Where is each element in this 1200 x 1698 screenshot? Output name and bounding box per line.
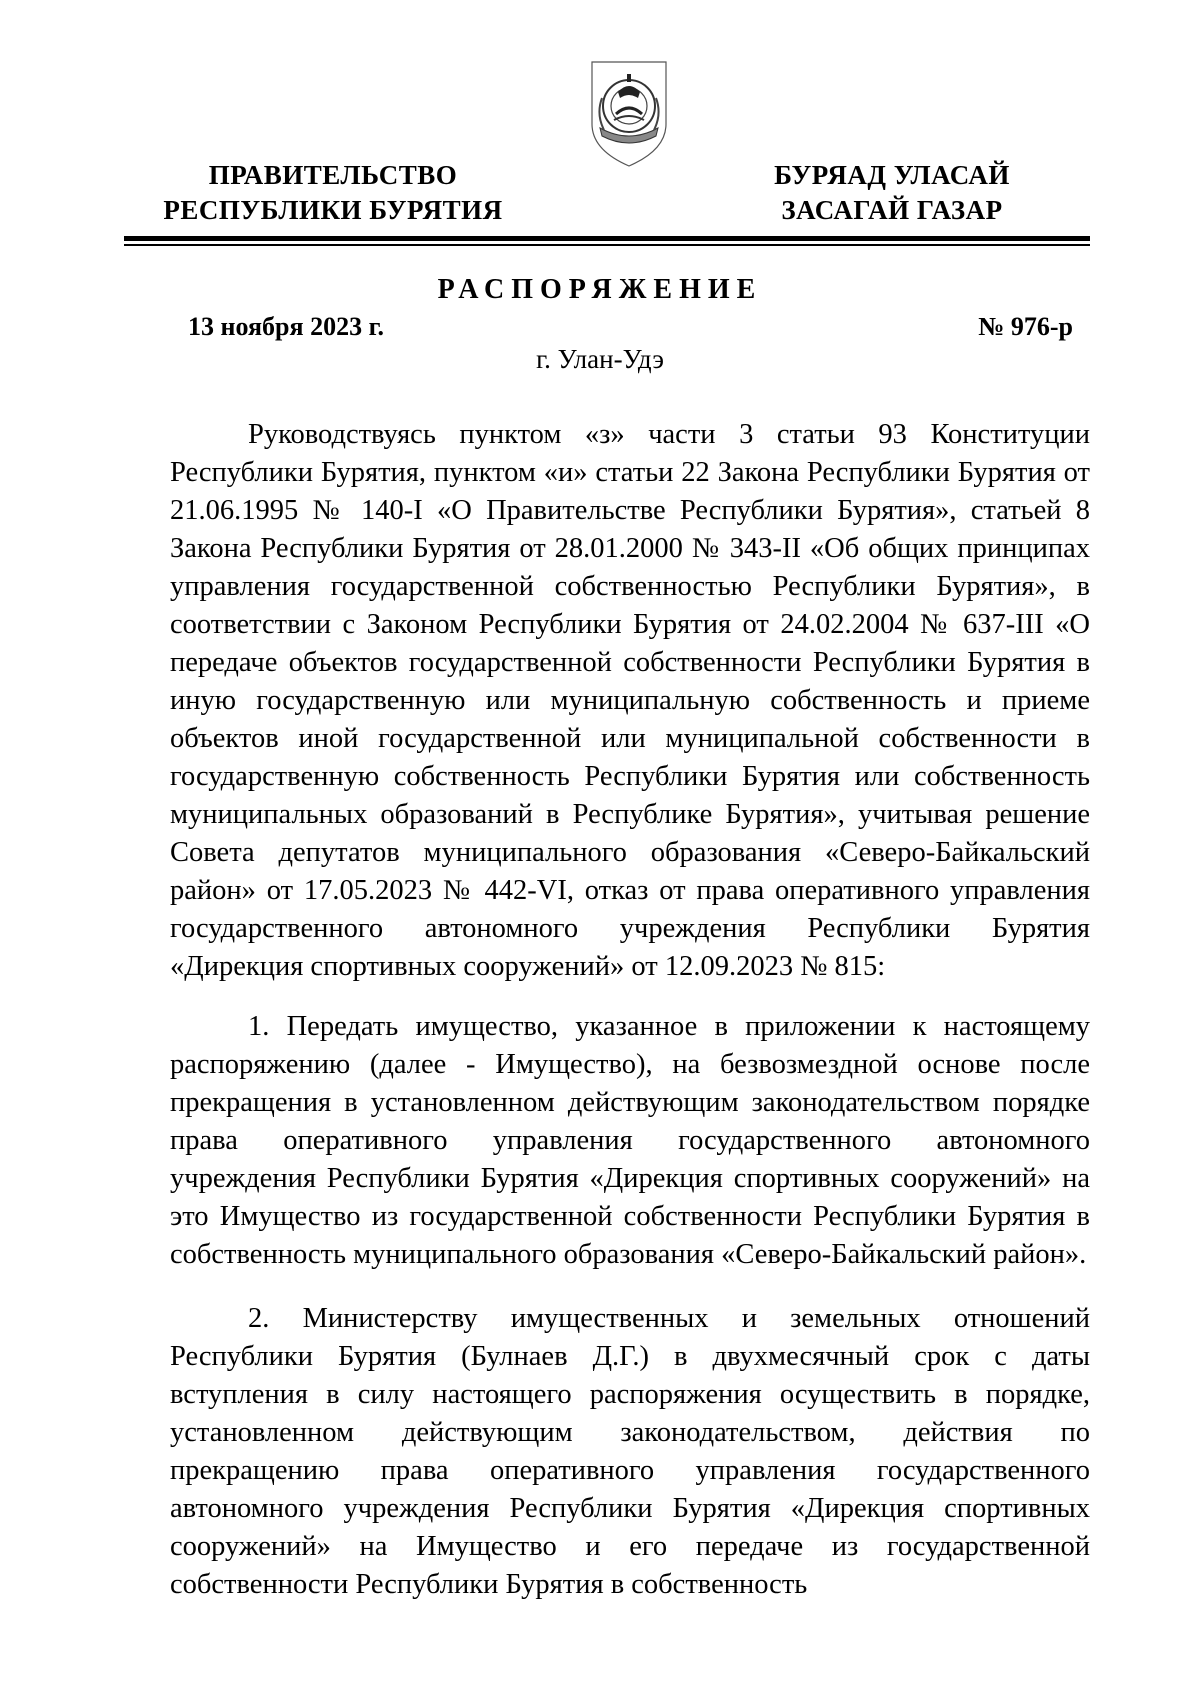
government-name-buryat-line-2: ЗАСАГАЙ ГАЗАР <box>781 195 1003 225</box>
government-name-line-1: ПРАВИТЕЛЬСТВО <box>208 160 458 190</box>
government-name-buryat <box>742 158 1042 228</box>
document-type-title: РАСПОРЯЖЕНИЕ <box>437 274 763 305</box>
coat-of-arms-icon <box>586 58 672 170</box>
document-city: г. Улан-Удэ <box>536 344 664 374</box>
government-name-buryat-line-1: БУРЯАД УЛАСАЙ <box>774 160 1010 190</box>
header-divider-thin <box>124 244 1090 246</box>
emblem <box>586 58 672 170</box>
document-number: № 976-р <box>978 312 1073 341</box>
document-date: 13 ноября 2023 г. <box>188 312 384 341</box>
header-divider-thick <box>124 236 1090 241</box>
preamble-paragraph: Руководствуясь пунктом «з» части 3 статьи 93 Конституции Республики Бурятия, пунктом «и» статьи 22 Закона Республики Бурятия от 21.06.1995 № 140-I «О Правительстве Республики Бурятия», статьей 8 Закона Республики Бурятия от 28.01.2000 № 343-II «Об общих принципах управления государственной собственностью Республики Бурятия», в соответствии с Законом Республики Бурятия от 24.02.2004 № 637-III «О передаче объектов государственной собственности Республики Бурятия в иную государственную или муниципальную собственность и приеме объектов иной государственной или муниципальной собственности в государственную собственность Республики Бурятия или собственность муниципальных образований в Республике Бурятия», учитывая решение Совета депутатов муниципального образования «Северо-Байкальский район» от 17.05.2023 № 442-VI, отказ от права оперативного управления государственного автономного учреждения Республики Бурятия «Дирекция спортивных сооружений» от 12.09.2023 № 815: <box>170 419 1090 982</box>
point-1-paragraph: 1. Передать имущество, указанное в приложении к настоящему распоряжению (далее - Имущество), на безвозмездной основе после прекращения в установленном действующим законодательством порядке права оперативного управления государственного автономного учреждения Республики Бурятия «Дирекция спортивных сооружений» на это Имущество из государственной собственности Республики Бурятия в собственность муниципального образования «Северо-Байкальский район». <box>170 1011 1090 1270</box>
government-name-line-2: РЕСПУБЛИКИ БУРЯТИЯ <box>163 195 503 225</box>
point-2-paragraph: 2. Министерству имущественных и земельных отношений Республики Бурятия (Булнаев Д.Г.) в двухмесячный срок с даты вступления в силу настоящего распоряжения осуществить в порядке, установленном действующим законодательством, действия по прекращению права оперативного управления государственного автономного учреждения Республики Бурятия «Дирекция спортивных сооружений» на Имущество и его передаче из государственной собственности Республики Бурятия в собственность <box>170 1303 1090 1600</box>
government-name-russian <box>158 158 508 228</box>
